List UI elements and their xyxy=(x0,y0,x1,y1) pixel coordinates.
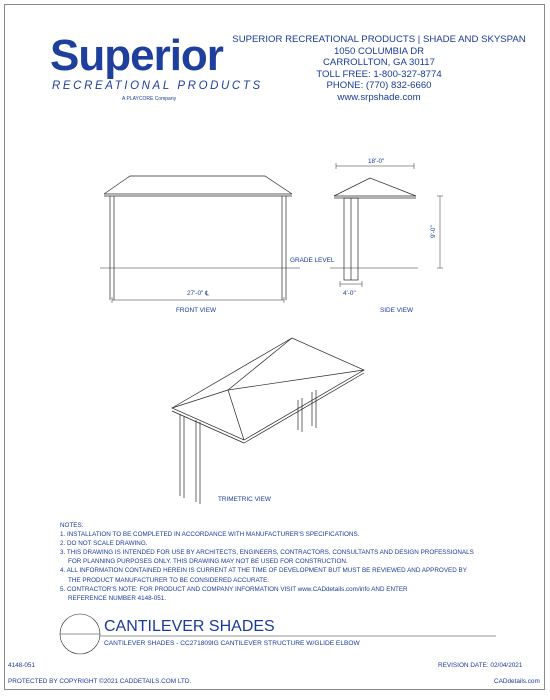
drawing-subtitle: CANTILEVER SHADES - CC271809IG CANTILEVER STRUCTURE W/GLIDE ELBOW xyxy=(104,640,360,647)
side-base-dimension: 4'-0" xyxy=(343,290,356,297)
grade-level-label: GRADE LEVEL xyxy=(290,257,335,264)
notes-heading: NOTES: xyxy=(60,522,84,529)
brand-subtitle: RECREATIONAL PRODUCTS xyxy=(52,80,263,92)
side-height-dimension: 9'-0" xyxy=(430,225,437,238)
note-line: 1. INSTALLATION TO BE COMPLETED IN ACCORDANCE WITH MANUFACTURER'S SPECIFICATIONS. xyxy=(60,531,360,539)
revision-date: REVISION DATE: 02/04/2021 xyxy=(438,662,523,669)
note-line: 5. CONTRACTOR'S NOTE: FOR PRODUCT AND COMPANY INFORMATION VISIT www.CADdetails.com/info AND ENTER xyxy=(60,585,408,593)
trimetric-view-label: TRIMETRIC VIEW xyxy=(218,496,271,503)
company-tollfree: TOLL FREE: 1-800-327-8774 xyxy=(316,68,442,80)
company-address-line2: CARROLLTON, GA 30117 xyxy=(323,57,435,69)
note-line: THE PRODUCT MANUFACTURER TO BE CONSIDERED ACCURATE. xyxy=(68,576,270,584)
company-website[interactable]: www.srpshade.com xyxy=(337,91,421,103)
note-line: FOR PLANNING PURPOSES ONLY. THIS DRAWING MAY NOT BE USED FOR CONSTRUCTION. xyxy=(68,558,348,566)
company-address-line1: 1050 COLUMBIA DR xyxy=(333,45,425,57)
side-view-drawing xyxy=(330,163,443,287)
company-name: SUPERIOR RECREATIONAL PRODUCTS | SHADE AND SKYSPAN xyxy=(232,34,526,45)
brand-tagline: A PLAYCORE Company xyxy=(122,96,177,102)
note-line: REFERENCE NUMBER 4148-051. xyxy=(68,594,166,602)
note-line: 2. DO NOT SCALE DRAWING. xyxy=(60,540,148,548)
front-view-drawing xyxy=(100,176,300,303)
front-view-label: FRONT VIEW xyxy=(176,307,217,314)
brand-logo: Superior xyxy=(50,31,223,80)
side-view-label: SIDE VIEW xyxy=(380,307,414,314)
trimetric-view-drawing xyxy=(172,338,364,504)
reference-number: 4148-051 xyxy=(8,662,36,669)
company-phone: PHONE: (770) 832-6660 xyxy=(326,80,432,92)
notes-section xyxy=(60,521,530,603)
caddetails-link[interactable]: CADdetails.com xyxy=(494,678,540,685)
note-line: 4. ALL INFORMATION CONTAINED HEREIN IS CURRENT AT THE TIME OF DEVELOPMENT BUT MUST BE REVIEWED AND APPROVED BY xyxy=(60,567,467,575)
drawing-title: CANTILEVER SHADES xyxy=(104,618,275,635)
copyright-notice: PROTECTED BY COPYRIGHT ©2021 CADDETAILS.COM LTD. xyxy=(8,678,192,685)
front-width-dimension: 27'-0" ℄ xyxy=(187,290,210,297)
note-line: 3. THIS DRAWING IS INTENDED FOR USE BY ARCHITECTS, ENGINEERS, CONTRACTORS, CONSULTANTS AND DESIGN PROFESSIONALS xyxy=(60,549,474,557)
side-top-dimension: 18'-0" xyxy=(368,158,385,165)
